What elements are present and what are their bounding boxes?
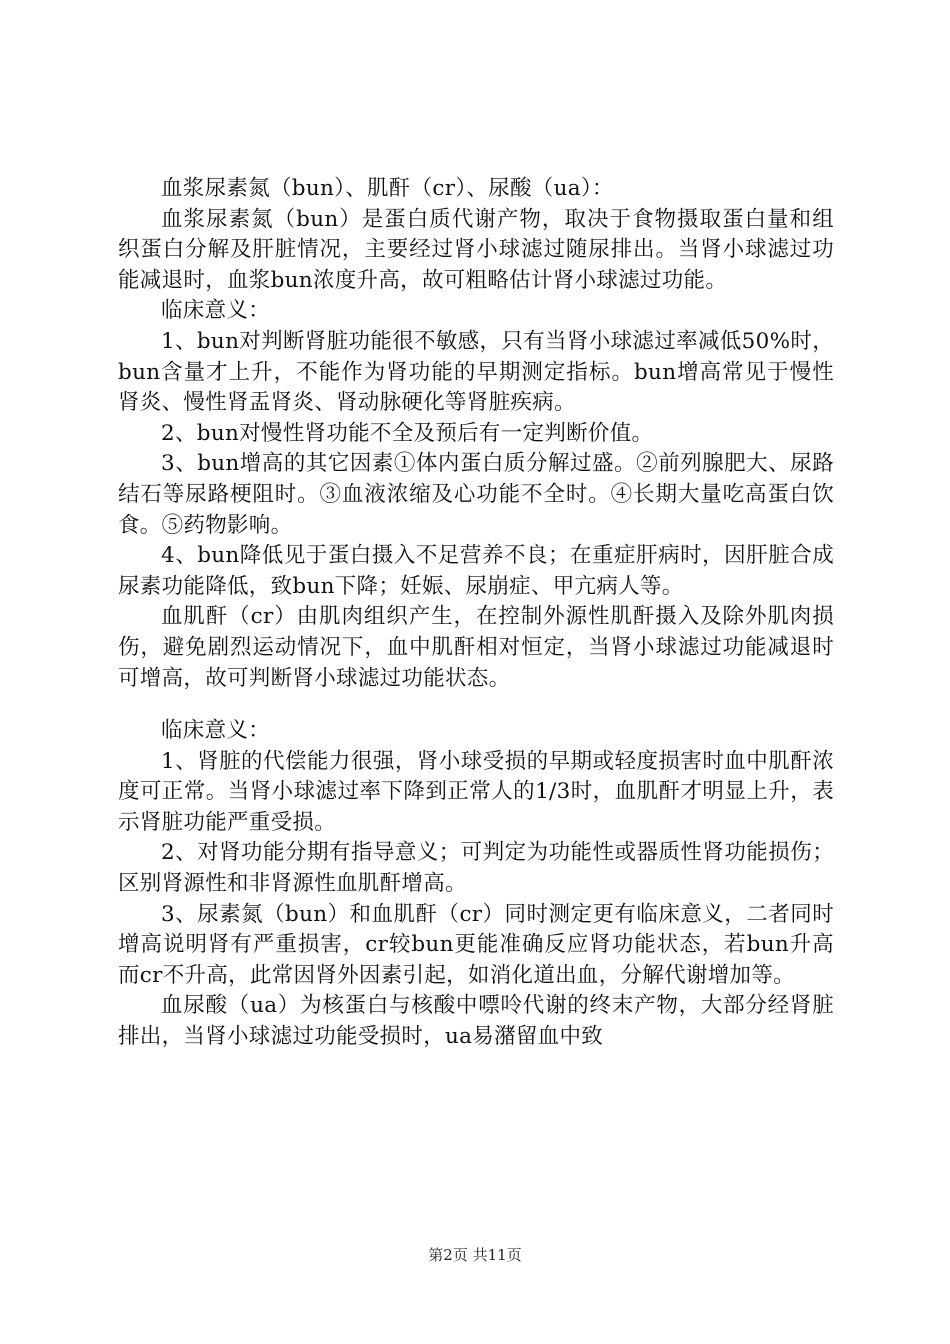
paragraph: 2、bun对慢性肾功能不全及预后有一定判断价值。	[161, 420, 654, 446]
paragraph: 1、bun对判断肾脏功能很不敏感，只有当肾小球滤过率减低50%时，bun含量才上升，不能作为肾功能的早期测定指标。bun增高常见于慢性肾炎、慢性肾盂肾炎、肾动脉硬化等肾脏疾病。	[118, 328, 834, 416]
section-heading: 血浆尿素氮（bun）、肌酐（cr）、尿酸（ua）：	[161, 176, 614, 201]
paragraph: 2、对肾功能分期有指导意义；可判定为功能性或器质性肾功能损伤；区别肾源性和非肾源性血肌酐增高。	[118, 840, 834, 897]
paragraph: 血浆尿素氮（bun）是蛋白质代谢产物，取决于食物摄取蛋白量和组织蛋白分解及肝脏情况，主要经过肾小球滤过随尿排出。当肾小球滤过功能减退时，血浆bun浓度升高，故可粗略估计肾小球滤过功能。	[118, 206, 834, 293]
document-body	[118, 174, 834, 1053]
paragraph: 1、肾脏的代偿能力很强，肾小球受损的早期或轻度损害时血中肌酐浓度可正常。当肾小球滤过率下降到正常人的1/3时，血肌酐才明显上升，表示肾脏功能严重受损。	[118, 748, 834, 835]
page-footer: 第2页 共11页	[428, 1246, 522, 1264]
subheading: 临床意义：	[161, 718, 271, 744]
paragraph: 3、bun增高的其它因素①体内蛋白质分解过盛。②前列腺肥大、尿路结石等尿路梗阻时。③血液浓缩及心功能不全时。④长期大量吃高蛋白饮食。⑤药物影响。	[118, 451, 834, 538]
paragraph: 4、bun降低见于蛋白摄入不足营养不良；在重症肝病时，因肝脏合成尿素功能降低，致bun下降；妊娠、尿崩症、甲亢病人等。	[118, 543, 834, 599]
paragraph: 血肌酐（cr）由肌肉组织产生，在控制外源性肌酐摄入及除外肌肉损伤，避免剧烈运动情况下，血中肌酐相对恒定，当肾小球滤过功能减退时可增高，故可判断肾小球滤过功能状态。	[118, 604, 834, 691]
subheading: 临床意义：	[161, 298, 271, 324]
paragraph: 血尿酸（ua）为核蛋白与核酸中嘌呤代谢的终末产物，大部分经肾脏排出，当肾小球滤过功能受损时，ua易潴留血中致	[118, 993, 834, 1050]
paragraph: 3、尿素氮（bun）和血肌酐（cr）同时测定更有临床意义，二者同时增高说明肾有严重损害，cr较bun更能准确反应肾功能状态，若bun升高而cr不升高，此常因肾外因素引起，如消化道出血，分解代谢增加等。	[118, 901, 834, 988]
